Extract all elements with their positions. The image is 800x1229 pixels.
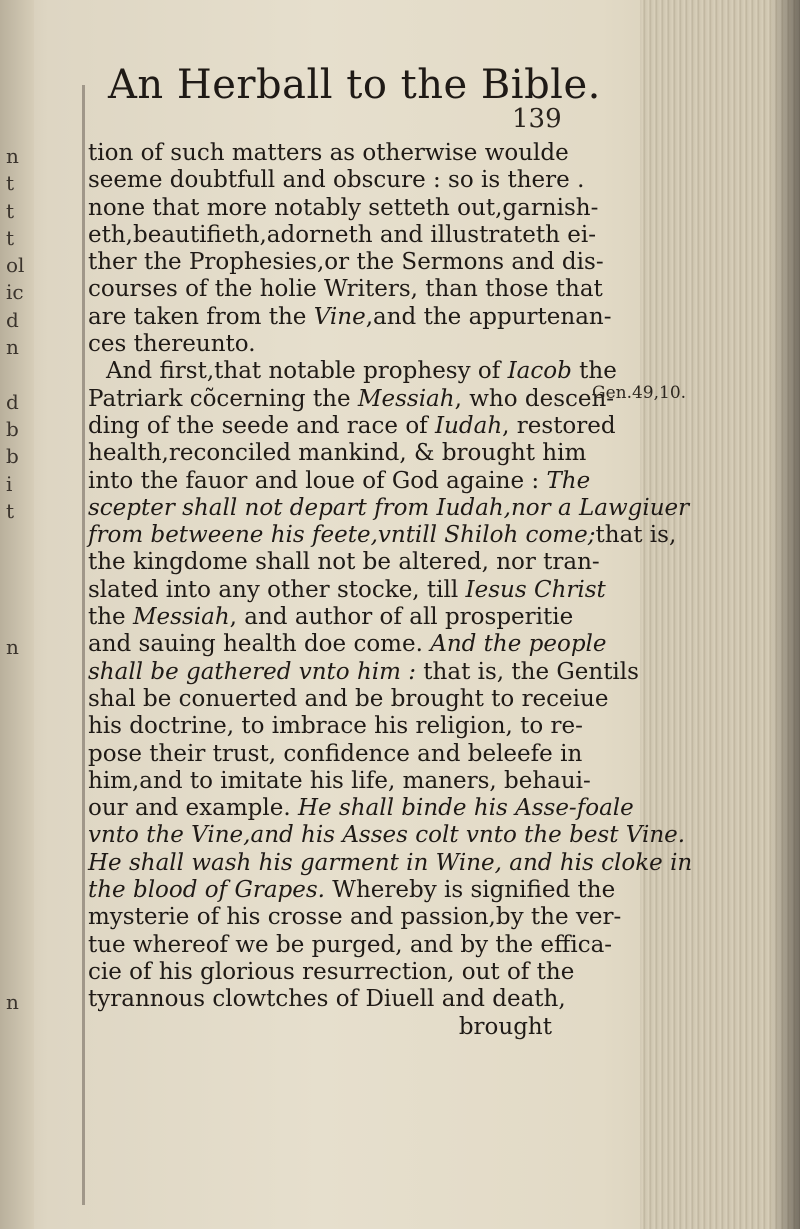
margin-fragment [6, 771, 32, 798]
text-line [88, 631, 607, 658]
text-line [88, 385, 615, 413]
text-line [88, 795, 634, 822]
text-segment: the kingdome shall not be altered, nor tran- [88, 549, 600, 576]
margin-fragment [6, 935, 32, 962]
text-line [88, 685, 609, 713]
margin-fragment: d [6, 307, 19, 332]
italic-segment: Messiah [357, 385, 455, 412]
margin-fragment [6, 744, 32, 771]
text-segment: brought [458, 1013, 552, 1040]
text-line [88, 849, 693, 877]
text-line [88, 549, 600, 576]
margin-fragment [6, 361, 32, 388]
italic-segment: Iacob [507, 358, 572, 385]
text-line [88, 194, 599, 222]
text-line [88, 276, 603, 303]
text-line [88, 140, 588, 167]
italic-segment: The [546, 467, 591, 494]
margin-fragment [6, 662, 32, 689]
text-segment: , who descen- [454, 385, 615, 412]
margin-fragment [6, 907, 32, 934]
text-segment: Whereby is signified the [325, 877, 616, 904]
text-line [88, 467, 591, 495]
text-line [88, 1014, 588, 1041]
text-line [88, 877, 616, 904]
text-line [88, 331, 588, 358]
text-segment: our and example. [88, 795, 298, 822]
page-number: 139 [512, 104, 562, 134]
margin-fragment: b [6, 444, 19, 469]
text-line [88, 522, 677, 549]
italic-segment: Iudah [435, 412, 503, 439]
text-line [88, 303, 612, 331]
text-line [88, 767, 591, 795]
text-segment: that is, [595, 522, 677, 549]
text-segment: seeme doubtfull and obscure : so is there . [88, 167, 585, 194]
margin-fragment [6, 716, 32, 743]
text-segment: health,reconciled mankind, & brought him [88, 440, 587, 467]
text-line [88, 904, 622, 931]
edge-shadow [770, 0, 800, 1229]
italic-segment: And the people [430, 631, 607, 658]
text-line [88, 576, 606, 604]
text-line [88, 494, 690, 522]
text-segment: tion of such matters as otherwise woulde [88, 140, 569, 166]
margin-fragment [6, 607, 32, 634]
margin-fragment [6, 962, 32, 989]
text-segment: cie of his glorious resurrection, out of the [88, 958, 575, 985]
text-segment: , and author of all prosperitie [229, 604, 574, 631]
text-segment: mysterie of his crosse and passion,by the ver- [88, 904, 622, 931]
text-segment: ther the Prophesies,or the Sermons and dis- [88, 249, 604, 276]
text-line [88, 822, 686, 849]
text-line [88, 741, 588, 768]
text-segment: ding of the seede and race of [88, 412, 435, 439]
margin-fragment [6, 853, 32, 880]
text-line [88, 959, 588, 986]
text-segment: that is, the Gentils [416, 658, 639, 685]
italic-segment: the blood of Grapes. [88, 877, 325, 904]
text-segment: his doctrine, to imbrace his religion, to re- [88, 713, 583, 740]
text-segment: Patriark cõcerning the [88, 385, 358, 412]
text-segment: ces thereunto. [88, 331, 256, 358]
margin-fragment [6, 825, 32, 852]
italic-segment: shall be gathered vnto him : [88, 658, 416, 685]
margin-fragment: t [6, 225, 15, 250]
italic-segment: from betweene his feete,vntill Shiloh come; [88, 522, 596, 549]
margin-fragment [6, 880, 32, 907]
text-line [88, 221, 596, 249]
text-line [88, 358, 617, 385]
gutter-shadow-line [82, 85, 85, 1205]
text-segment: , restored [502, 412, 616, 439]
margin-fragment [6, 689, 32, 716]
margin-fragment: n [6, 144, 19, 168]
text-segment: tyrannous clowtches of Diuell and death, [88, 986, 566, 1013]
text-line [88, 412, 616, 440]
text-segment: the [88, 604, 133, 631]
text-line [88, 604, 588, 631]
text-segment: courses of the holie Writers, than those that [88, 276, 603, 303]
margin-fragment: t [6, 498, 15, 523]
margin-fragment [6, 798, 32, 825]
facing-page-fragments [6, 143, 32, 1017]
margin-fragment [6, 580, 32, 607]
text-segment: are taken from the [88, 303, 314, 330]
text-line [88, 931, 613, 959]
margin-fragment [6, 552, 32, 579]
margin-fragment: i [6, 471, 13, 496]
margin-fragment: n [6, 635, 19, 660]
margin-fragment: ic [6, 280, 24, 305]
text-line [88, 713, 588, 740]
italic-segment: Vine [313, 303, 366, 330]
margin-fragment: n [6, 990, 19, 1015]
italic-segment: Iesus Christ [465, 576, 606, 603]
text-line [88, 658, 639, 686]
italic-segment: scepter shall not depart from Iudah,nor a Lawgiuer [88, 494, 690, 521]
running-title: An Herball to the Bible. [108, 62, 601, 108]
italic-segment: He shall wash his garment in Wine, and his cloke in [88, 849, 693, 876]
text-line [88, 440, 588, 467]
italic-segment: vnto the Vine,and his Asses colt vnto the best Vine. [88, 822, 686, 849]
margin-fragment: t [6, 198, 15, 223]
margin-fragment: t [6, 171, 15, 196]
marginal-note: Gen.49,10. [592, 383, 687, 403]
margin-fragment [6, 525, 32, 552]
text-segment: and sauing health doe come. [88, 631, 431, 658]
margin-fragment: d [6, 389, 19, 414]
text-segment: pose their trust, confidence and beleefe in [88, 740, 583, 767]
text-line [88, 249, 604, 276]
text-segment: into the fauor and loue of God againe : [88, 467, 547, 494]
text-line [88, 986, 588, 1013]
text-segment: the [571, 358, 617, 385]
text-segment: shal be conuerted and be brought to receiue [88, 685, 609, 712]
text-segment: And first,that notable prophesy of [106, 358, 508, 385]
text-segment: none that more notably setteth out,garnish- [88, 194, 599, 221]
text-segment: eth,beautifieth,adorneth and illustrateth ei- [88, 221, 596, 248]
italic-segment: Messiah [132, 604, 230, 631]
text-segment: slated into any other stocke, till [88, 576, 466, 603]
text-segment: him,and to imitate his life, maners, behaui- [88, 767, 591, 794]
margin-fragment: n [6, 335, 19, 360]
margin-fragment: b [6, 416, 19, 441]
italic-segment: He shall binde his Asse-foale [297, 795, 634, 822]
text-segment: tue whereof we be purged, and by the effica- [88, 931, 613, 958]
text-segment: ,and the appurtenan- [365, 303, 612, 330]
text-line [88, 167, 588, 194]
margin-fragment: ol [6, 253, 25, 278]
